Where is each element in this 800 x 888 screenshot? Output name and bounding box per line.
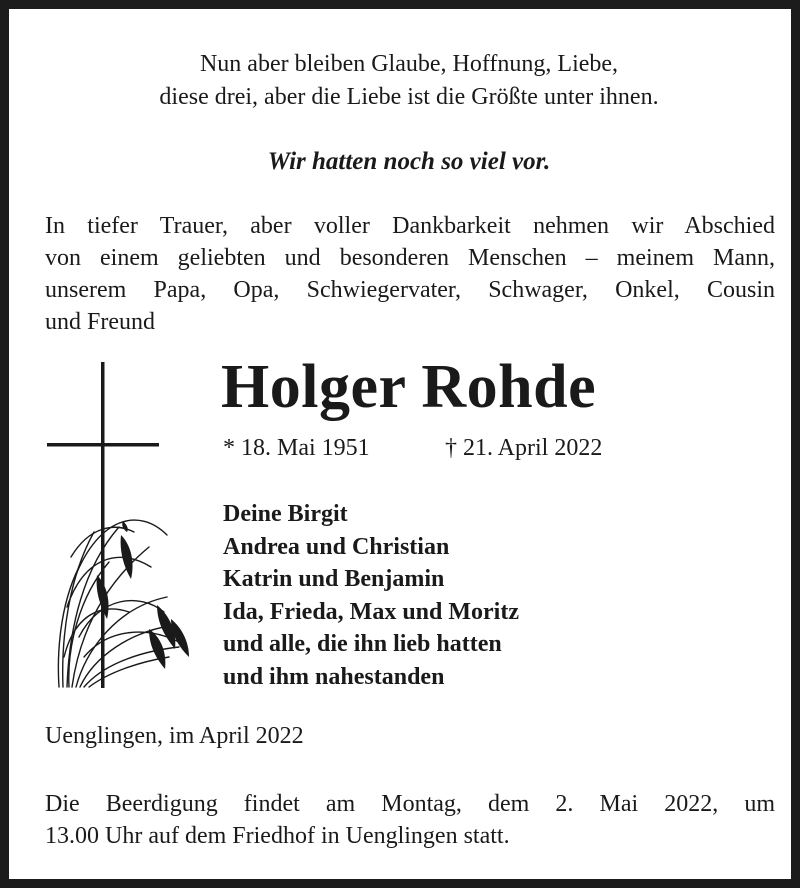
- intro-line-4: und Freund: [45, 309, 155, 335]
- intro-line-2: von einem geliebten und besonderen Menschen – meinem Mann,: [45, 245, 775, 271]
- death-date: † 21. April 2022: [445, 435, 603, 461]
- mourners-list: [223, 498, 519, 693]
- funeral-line-1: Die Beerdigung findet am Montag, dem 2. Mai 2022, um: [45, 791, 775, 817]
- mourner-line: Deine Birgit: [223, 501, 348, 527]
- motto: Wir hatten noch so viel vor.: [267, 148, 551, 175]
- mourner-line: und alle, die ihn lieb hatten: [223, 631, 502, 657]
- cross-with-reeds-icon: [39, 357, 209, 692]
- mourner-line: Andrea und Christian: [223, 533, 450, 560]
- birth-date: * 18. Mai 1951: [223, 435, 370, 461]
- mourner-line: Katrin und Benjamin: [223, 566, 445, 592]
- intro-line-1: In tiefer Trauer, aber voller Dankbarkeit nehmen wir Abschied: [45, 213, 775, 239]
- funeral-paragraph: [45, 788, 775, 852]
- mourner-line: Ida, Frieda, Max und Moritz: [223, 598, 519, 625]
- deceased-name: Holger Rohde: [221, 353, 597, 421]
- funeral-line-2: 13.00 Uhr auf dem Friedhof in Uenglingen statt.: [45, 823, 510, 849]
- mourner-line: und ihm nahestanden: [223, 663, 445, 690]
- verse-line-1: Nun aber bleiben Glaube, Hoffnung, Liebe,: [199, 51, 619, 77]
- intro-paragraph: [45, 210, 775, 338]
- intro-line-3: unserem Papa, Opa, Schwiegervater, Schwager, Onkel, Cousin: [45, 277, 775, 303]
- verse-line-2: diese drei, aber die Liebe ist die Größte unter ihnen.: [159, 84, 659, 110]
- reed-heads-icon: [97, 521, 189, 669]
- place-date: Uenglingen, im April 2022: [45, 723, 304, 749]
